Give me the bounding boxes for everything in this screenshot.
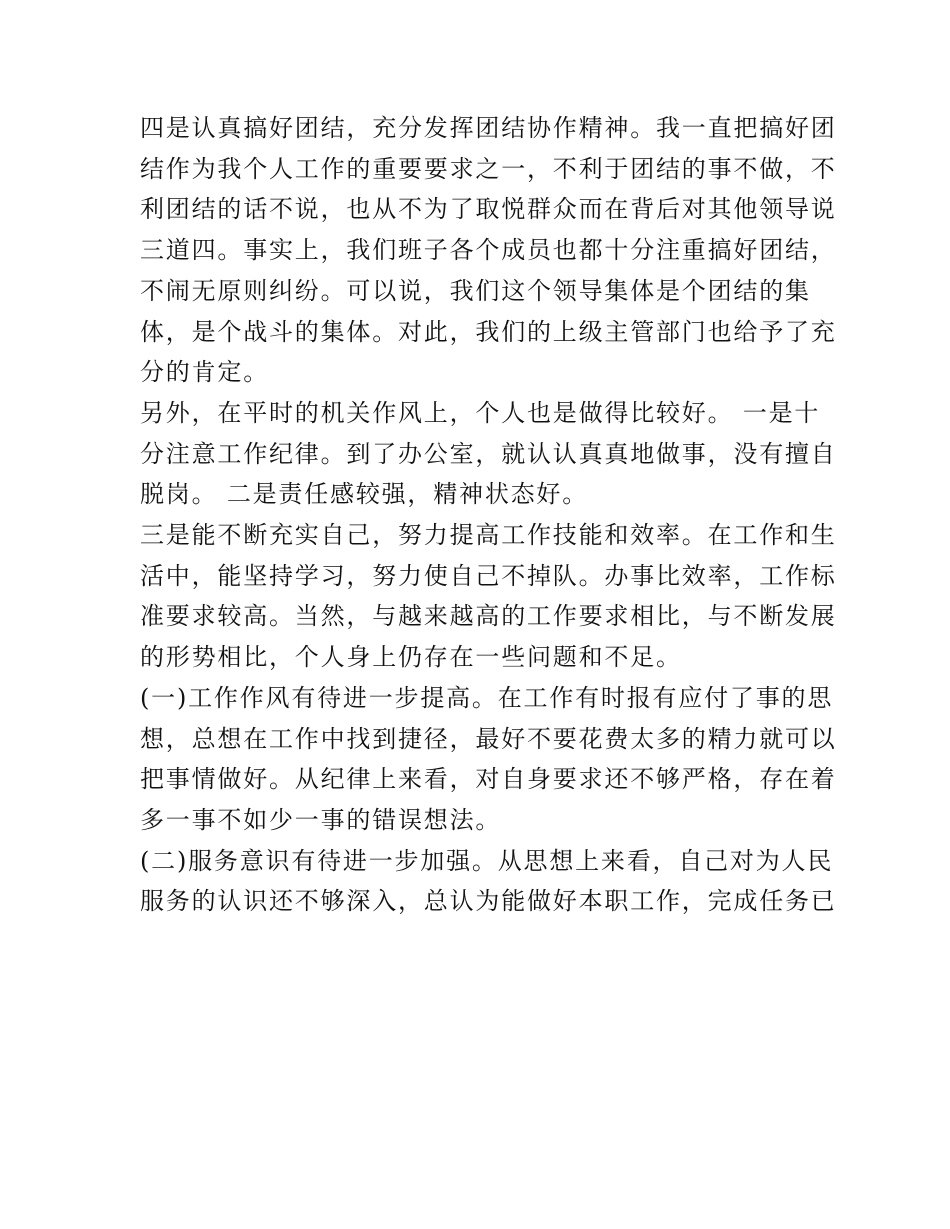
text-line: 利团结的话不说，也从不为了取悦群众而在背后对其他领导说 xyxy=(140,195,837,224)
text-line: 脱岗。 二是责任感较强，精神状态好。 xyxy=(140,480,589,509)
text-line: 准要求较高。当然，与越来越高的工作要求相比，与不断发展 xyxy=(140,602,837,631)
text-line: 分的肯定。 xyxy=(140,358,269,387)
text-line: 的形势相比，个人身上仍存在一些问题和不足。 xyxy=(140,643,682,672)
text-line: 服务的认识还不够深入，总认为能做好本职工作，完成任务已 xyxy=(140,887,837,916)
text-line: 活中，能坚持学习，努力使自己不掉队。办事比效率，工作标 xyxy=(140,561,837,590)
text-line: 多一事不如少一事的错误想法。 xyxy=(140,805,502,834)
text-line: 想，总想在工作中找到捷径，最好不要花费太多的精力就可以 xyxy=(140,724,837,753)
text-line: 四是认真搞好团结，充分发挥团结协作精神。我一直把搞好团 xyxy=(140,114,837,142)
text-line: 分注意工作纪律。到了办公室，就认认真真地做事，没有擅自 xyxy=(140,439,837,468)
document-body xyxy=(140,108,837,922)
text-line: 不闹无原则纠纷。可以说，我们这个领导集体是个团结的集 xyxy=(140,276,811,305)
text-line: 三道四。事实上，我们班子各个成员也都十分注重搞好团结， xyxy=(140,236,837,265)
text-line: 把事情做好。从纪律上来看，对自身要求还不够严格，存在着 xyxy=(140,765,837,794)
text-line: 体，是个战斗的集体。对此，我们的上级主管部门也给予了充 xyxy=(140,317,837,346)
text-line: (一)工作作风有待进一步提高。在工作有时报有应付了事的思 xyxy=(140,683,834,712)
text-line: 三是能不断充实自己，努力提高工作技能和效率。在工作和生 xyxy=(140,521,837,550)
text-line: (二)服务意识有待进一步加强。从思想上来看，自己对为人民 xyxy=(140,846,834,875)
text-line: 另外，在平时的机关作风上，个人也是做得比较好。 一是十 xyxy=(140,398,821,427)
text-line: 结作为我个人工作的重要要求之一，不利于团结的事不做，不 xyxy=(140,154,837,183)
